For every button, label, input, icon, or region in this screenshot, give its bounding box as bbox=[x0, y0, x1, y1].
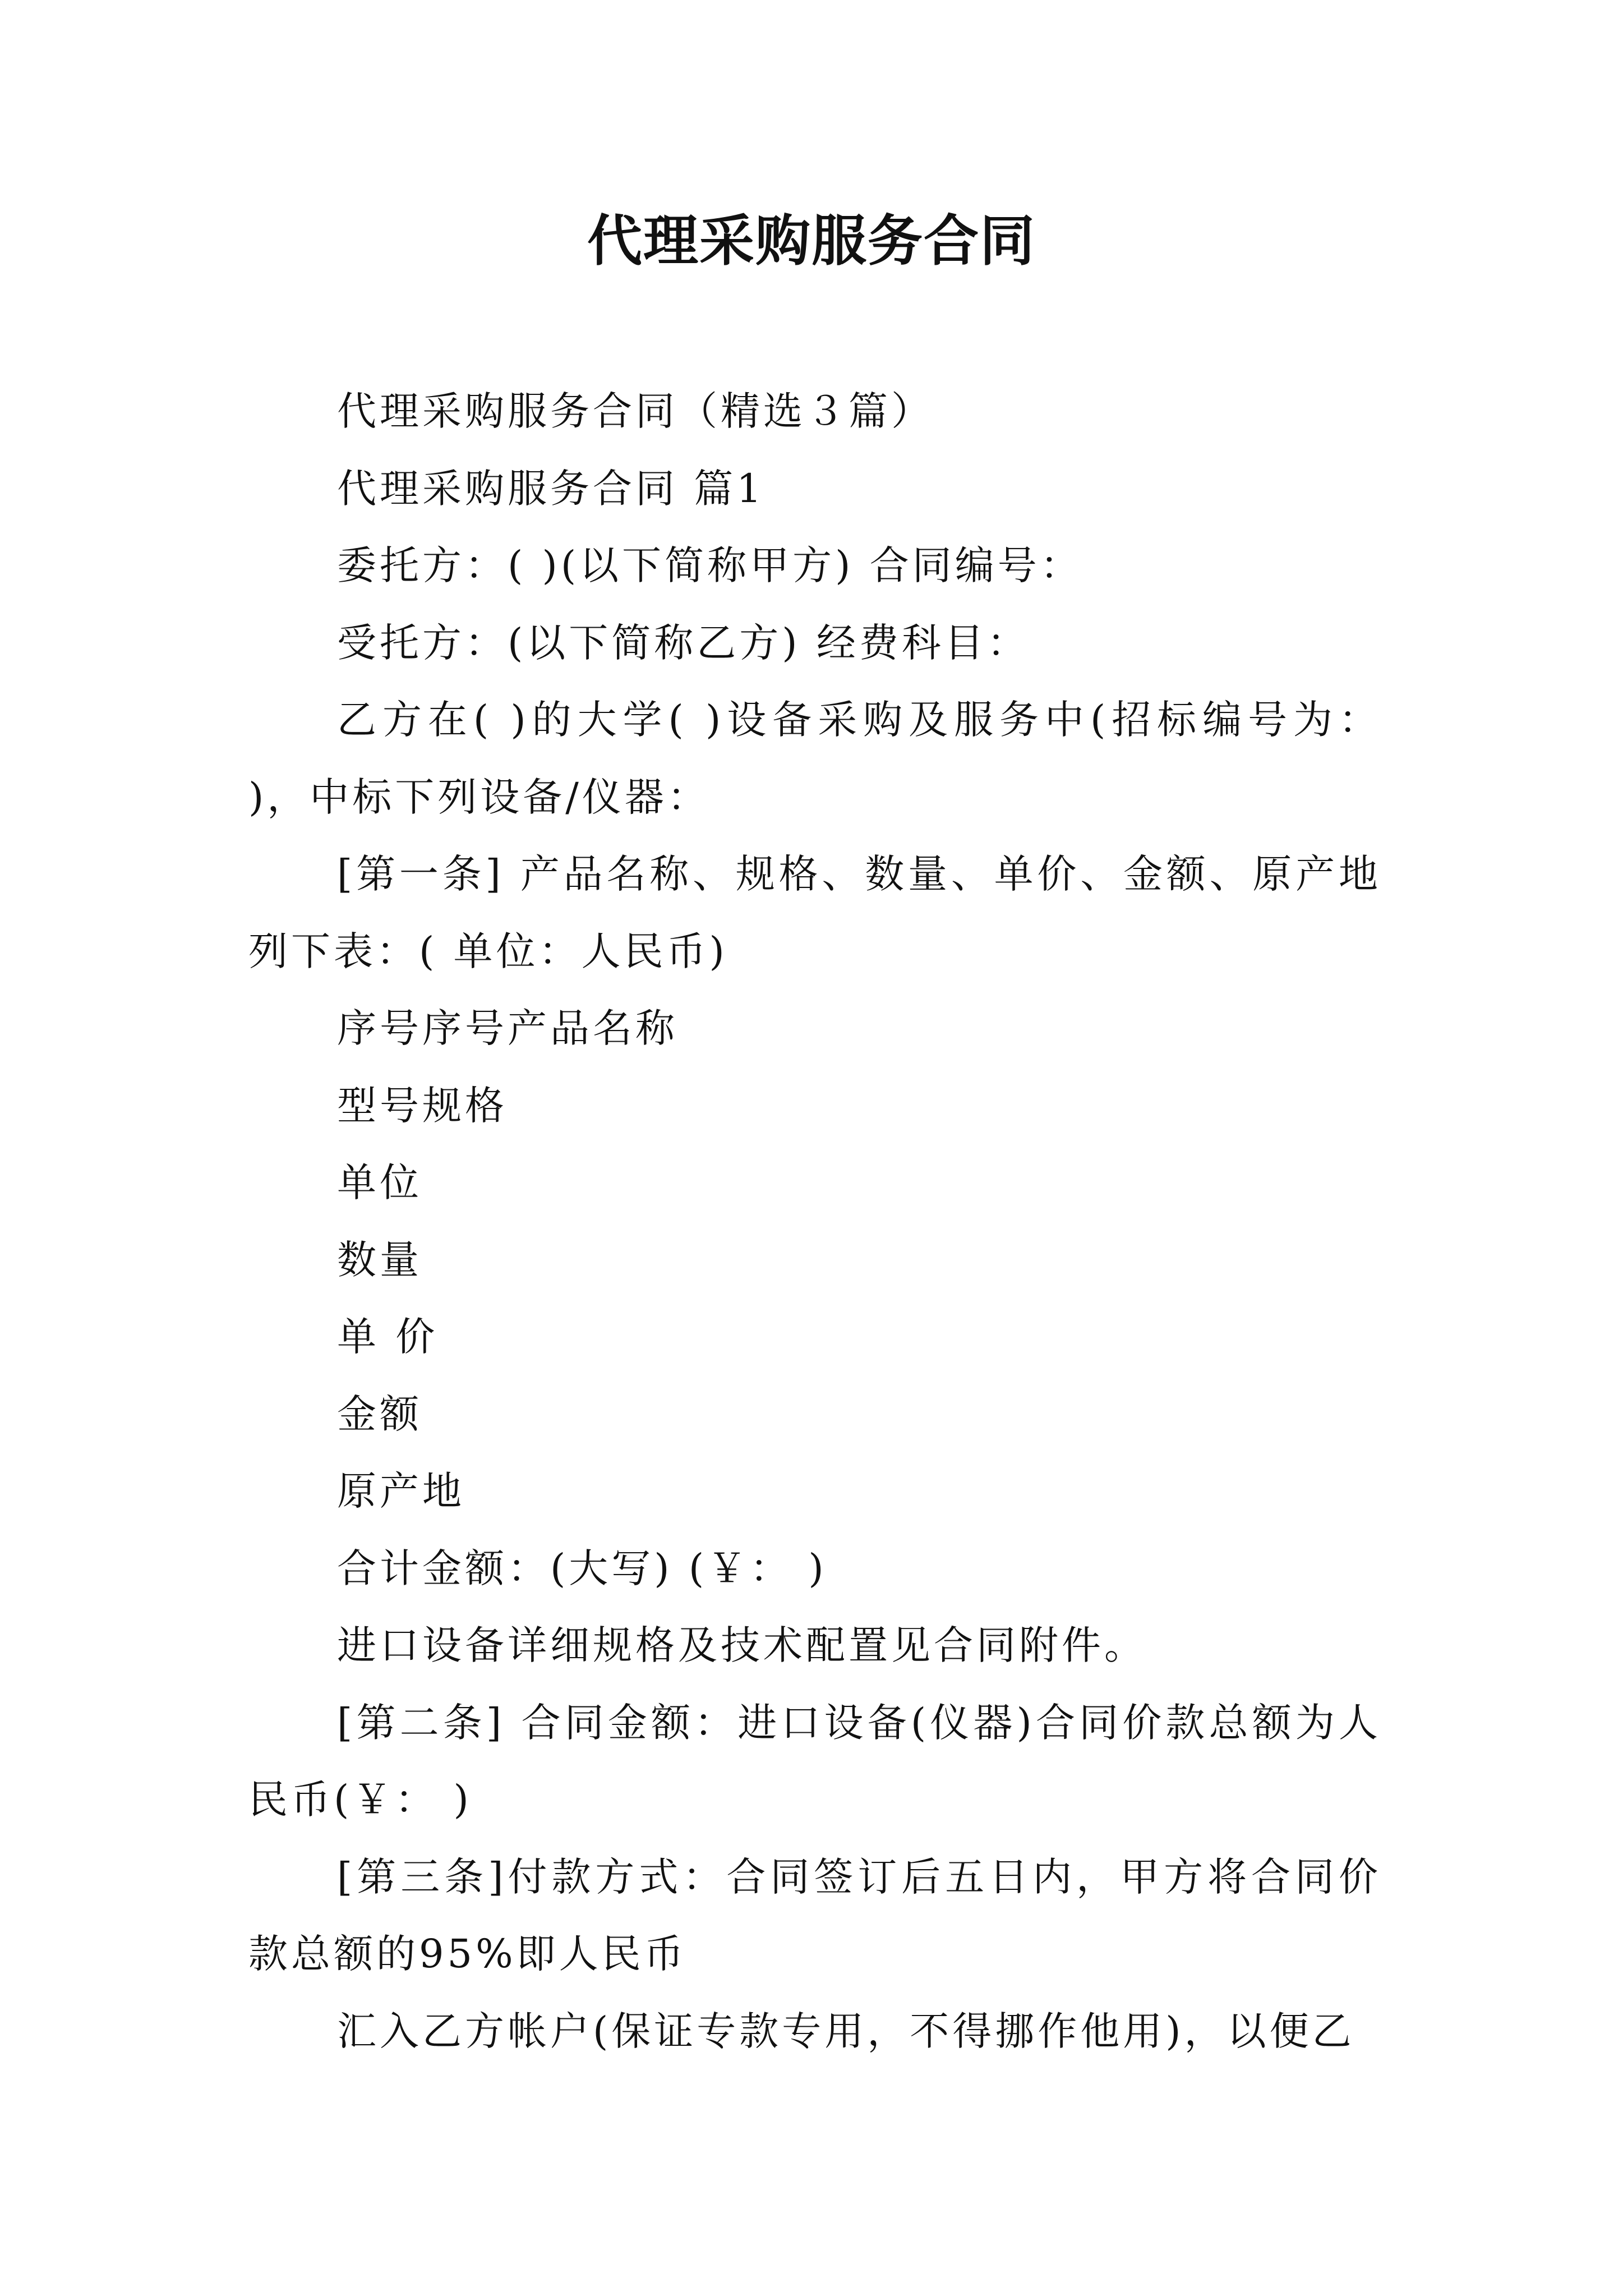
paragraph-article-three: [第三条]付款方式：合同签订后五日内，甲方将合同价款总额的95%即人民币 bbox=[248, 1853, 1381, 1977]
paragraph-section-heading: 代理采购服务合同 篇1 bbox=[337, 465, 765, 512]
paragraph-collection-title: 代理采购服务合同（精选３篇） bbox=[337, 388, 934, 434]
paragraph-attachment-note: 进口设备详细规格及技术配置见合同附件。 bbox=[337, 1622, 1147, 1668]
table-field-amount: 金额 bbox=[337, 1391, 422, 1437]
table-field-product-name: 序号序号产品名称 bbox=[337, 1005, 678, 1051]
paragraph-payment-transfer: 汇入乙方帐户(保证专款专用，不得挪作他用)，以便乙 bbox=[337, 2008, 1355, 2054]
paragraph-article-two: [第二条] 合同金额：进口设备(仪器)合同价款总额为人民币(￥： ) bbox=[248, 1699, 1381, 1823]
paragraph-total-amount: 合计金额：(大写) (￥： ) bbox=[337, 1545, 827, 1591]
paragraph-article-one: [第一条] 产品名称、规格、数量、单价、金额、原产地列下表：( 单位：人民币) bbox=[248, 851, 1381, 974]
table-field-quantity: 数量 bbox=[337, 1236, 422, 1283]
table-field-unit: 单位 bbox=[337, 1159, 422, 1205]
paragraph-bid-statement: 乙方在( )的大学( )设备采购及服务中(招标编号为： )，中标下列设备/仪器： bbox=[248, 697, 1381, 820]
paragraph-agent-party: 受托方：(以下简称乙方) 经费科目： bbox=[337, 619, 1030, 666]
document-body bbox=[248, 373, 1381, 2070]
document-title: 代理采购服务合同 bbox=[587, 209, 1036, 273]
table-field-model-spec: 型号规格 bbox=[337, 1082, 508, 1129]
table-field-origin: 原产地 bbox=[337, 1468, 465, 1514]
table-field-unit-price: 单 价 bbox=[337, 1314, 439, 1360]
paragraph-principal-party: 委托方：( )(以下简称甲方) 合同编号： bbox=[337, 542, 1083, 588]
